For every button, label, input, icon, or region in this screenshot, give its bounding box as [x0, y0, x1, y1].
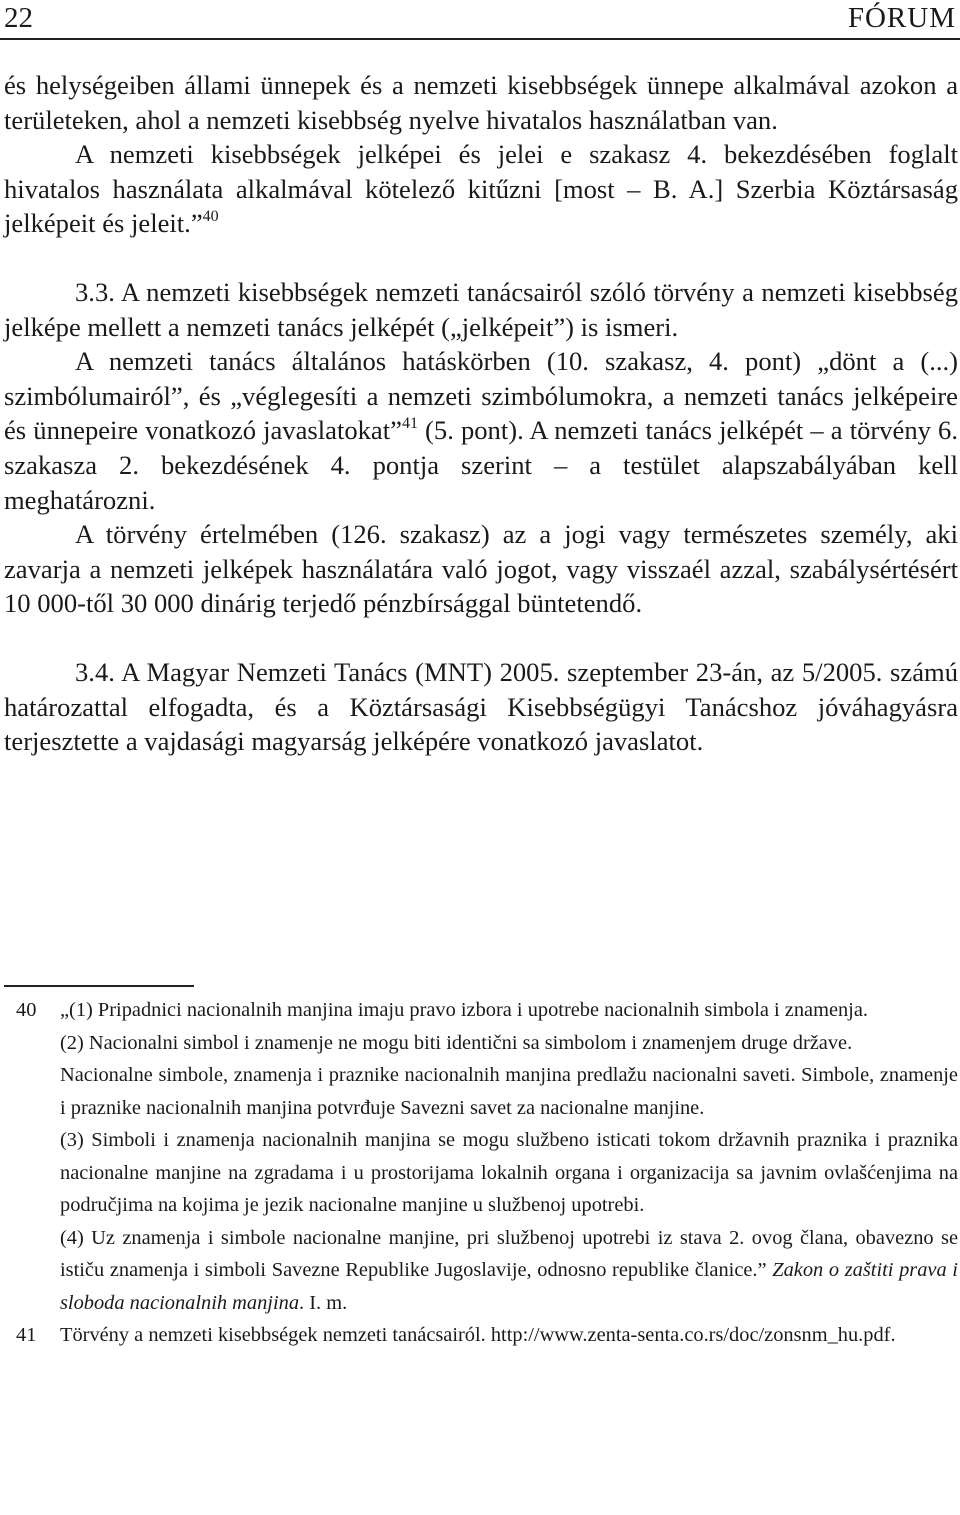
footnote-40-para-1: „(1) Pripadnici nacionalnih manjina imaju pravo izbora i upotrebe nacionalnih simbola i znamenja. — [60, 999, 868, 1021]
footnote-40-para-3: Nacionalne simbole, znamenja i praznike nacionalnih manjina predlažu nacionalni saveti. Simbole, znamenje i praznike nacionalnih manjina potvrđuje Savezni savet za nacionalne manjine. — [60, 1064, 958, 1119]
footnote-ref-40[interactable]: 40 — [202, 208, 219, 226]
paragraph-2 — [4, 137, 958, 241]
paragraph-2-text: A nemzeti kisebbségek jelképei és jelei e szakasz 4. bekezdésében foglalt hivatalos használata alkalmával kötelező kitűzni [most – B. A.] Szerbia Köztársaság jelképeit és jeleit.” — [4, 139, 958, 239]
paragraph-gap — [4, 621, 958, 655]
footnote-40-para-2: (2) Nacionalni simbol i znamenje ne mogu biti identični sa simbolom i znamenjem druge države. — [60, 1031, 853, 1054]
running-title: FÓRUM — [847, 2, 956, 34]
page-header — [0, 0, 960, 40]
footnote-40 — [4, 994, 958, 1319]
paragraph-6: 3.4. A Magyar Nemzeti Tanács (MNT) 2005. szeptember 23-án, az 5/2005. számú határozattal elfogadta, és a Köztársasági Kisebbségügyi Tanácshoz jóváhagyásra terjesztette a vajdasági magyarság jelképére vonatkozó javaslatot. — [4, 656, 958, 757]
paragraph-4 — [4, 344, 958, 517]
header-rule — [0, 38, 960, 40]
footnote-41 — [4, 1319, 958, 1352]
footnote-40-source-title: Zakon o zaštiti prava i sloboda nacionalnih manjina — [60, 1259, 958, 1314]
main-text — [4, 68, 958, 759]
paragraph-5: A törvény értelmében (126. szakasz) az a jogi vagy természetes személy, aki zavarja a nemzeti jelképek használatára való jogot, vagy visszaél azzal, szabálysértésért 10 000-től 30 000 dinárig terjedő pénzbírsággal büntetendő. — [4, 519, 958, 619]
paragraph-4-text-a: A nemzeti tanács általános hatáskörben (10. szakasz, 4. pont) „dönt a (...) szimbólumairól”, és „véglegesíti a nemzeti szimbólumokra, a nemzeti tanács jelképeire és ünnepeire vonatkozó javaslatokat” — [4, 346, 958, 446]
paragraph-gap — [4, 241, 958, 275]
footnote-40-para-4: (3) Simboli i znamenja nacionalnih manjina se mogu službeno isticati tokom državnih praznika i praznika nacionalne manjine na zgradama i u prostorijama lokalnih organa i organizacija sa javnim ovlašćenjima na područjima na kojima je jezik nacionalne manjine u službenoj upotrebi. — [60, 1129, 958, 1216]
footnote-41-text[interactable]: Törvény a nemzeti kisebbségek nemzeti tanácsairól. http://www.zenta-senta.co.rs/doc/zonsnm_hu.pdf. — [60, 1324, 896, 1346]
page-number: 22 — [4, 2, 33, 34]
footnote-ref-41[interactable]: 41 — [401, 415, 418, 433]
paragraph-4-text-b: (5. pont). A nemzeti tanács jelképét – a törvény 6. szakasza 2. bekezdésének 4. pontja szerint – a testület alapszabályában kell meghatározni. — [4, 415, 959, 515]
paragraph-3: 3.3. A nemzeti kisebbségek nemzeti tanácsairól szóló törvény a nemzeti kisebbség jelképe mellett a nemzeti tanács jelképét („jelképeit”) is ismeri. — [4, 276, 958, 342]
footnote-40-source-tail: . I. m. — [299, 1291, 348, 1314]
footnote-rule — [4, 985, 194, 987]
footnote-40-para-5-text: (4) Uz znamenja i simbole nacionalne manjine, pri službenoj upotrebi iz stava 2. ovog člana, obavezno se ističu znamenja i simboli Savezne Republike Jugoslavije, odnosno republike članice.” — [60, 1226, 958, 1281]
footnotes — [4, 994, 958, 1352]
footnote-number: 41 — [16, 1324, 37, 1346]
footnote-40-para-5 — [60, 1222, 958, 1320]
footnote-number: 40 — [16, 999, 37, 1021]
paragraph-1: és helységeiben állami ünnepek és a nemzeti kisebbségek ünnepe alkalmával azokon a területeken, ahol a nemzeti kisebbség nyelve hivatalos használatban van. — [4, 70, 958, 135]
